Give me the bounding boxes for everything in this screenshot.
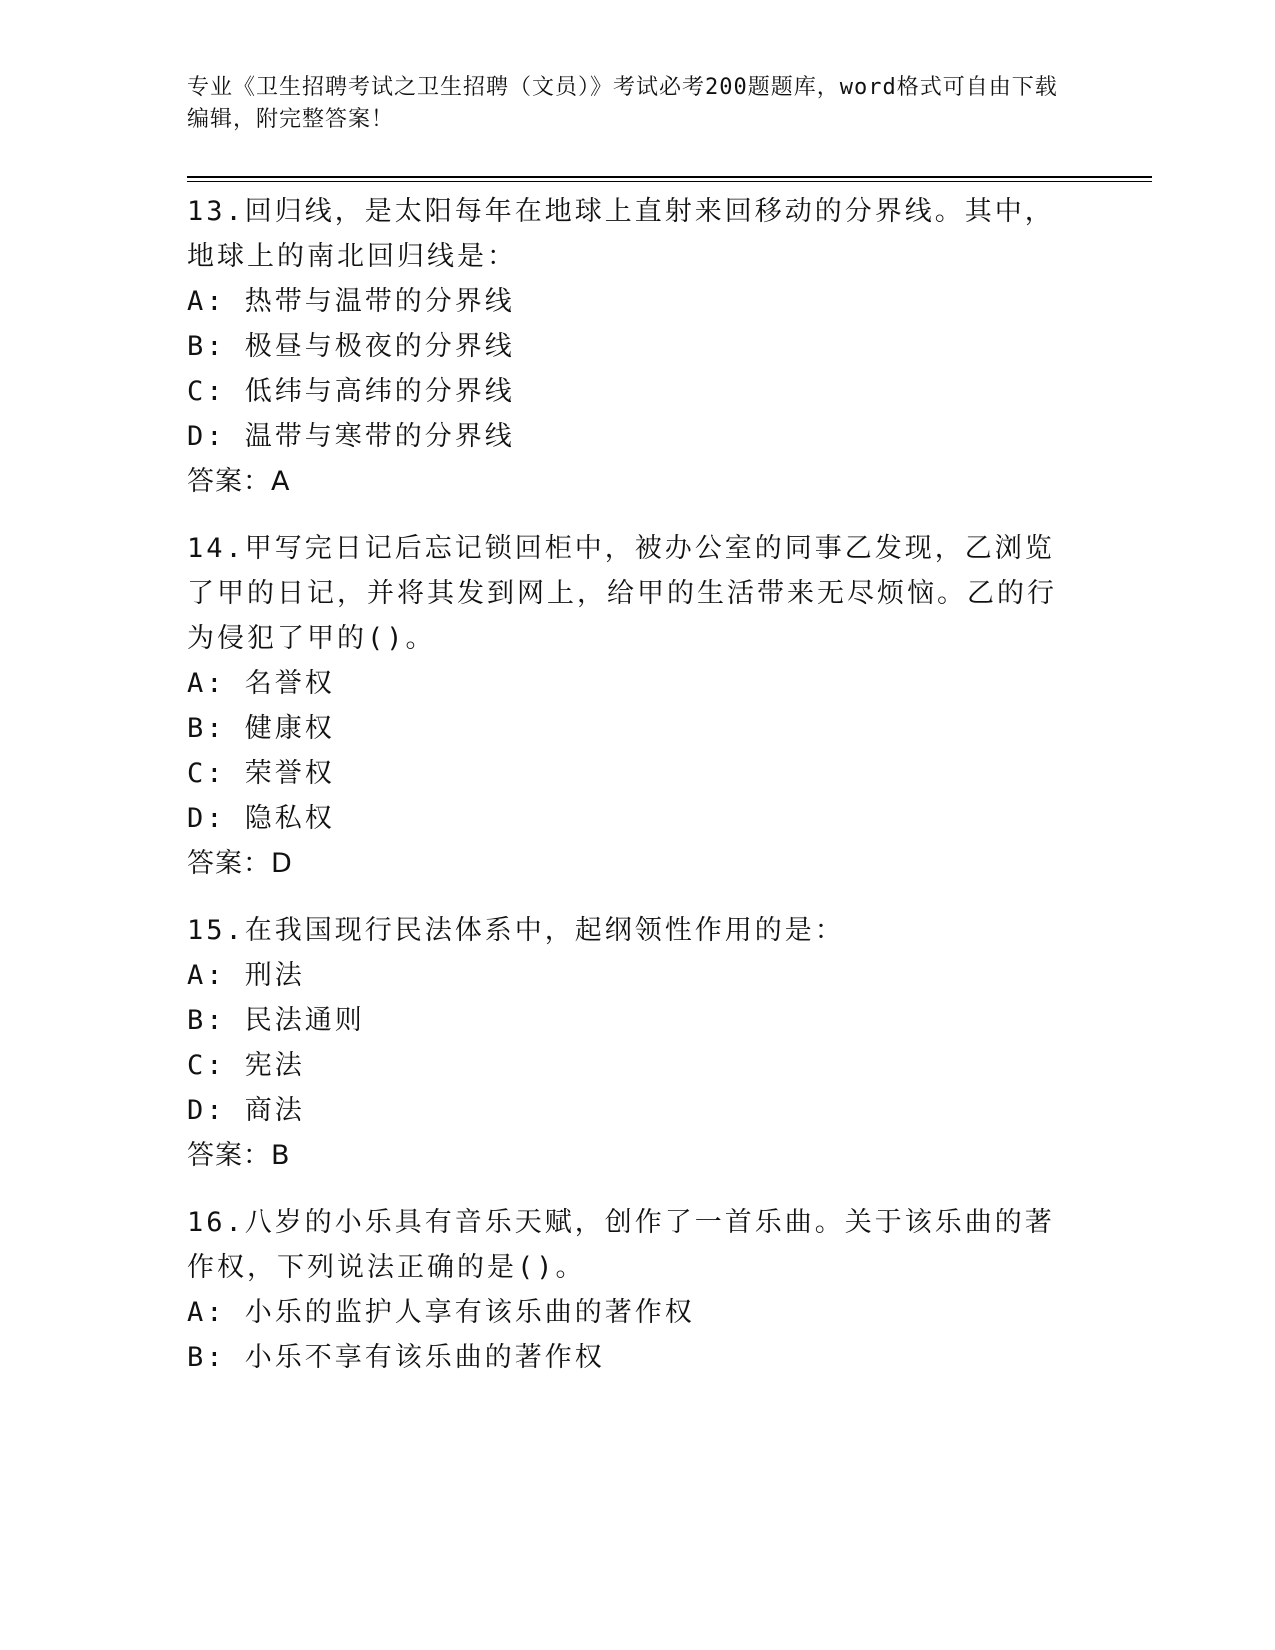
- option-b: B: 小乐不享有该乐曲的著作权: [187, 1342, 605, 1373]
- question-stem: 14.甲写完日记后忘记锁回柜中，被办公室的同事乙发现，乙浏览了甲的日记，并将其发到网上，给甲的生活带来无尽烦恼。乙的行为侵犯了甲的()。: [187, 533, 1057, 654]
- option-c: C: 荣誉权: [187, 758, 335, 789]
- option-a: A: 小乐的监护人享有该乐曲的著作权: [187, 1297, 695, 1328]
- question-16: [187, 1200, 1087, 1380]
- option-d: D: 温带与寒带的分界线: [187, 421, 515, 452]
- answer-line: 答案：D: [187, 848, 293, 879]
- option-c: C: 低纬与高纬的分界线: [187, 376, 515, 407]
- option-b: B: 民法通则: [187, 1005, 365, 1036]
- question-13: [187, 189, 1087, 504]
- option-c: C: 宪法: [187, 1050, 305, 1081]
- option-d: D: 商法: [187, 1095, 305, 1126]
- header-divider-thin: [187, 181, 1152, 182]
- header-divider-thick: [187, 176, 1152, 178]
- option-a: A: 热带与温带的分界线: [187, 286, 515, 317]
- question-14: [187, 526, 1087, 886]
- option-d: D: 隐私权: [187, 803, 335, 834]
- option-a: A: 刑法: [187, 960, 305, 991]
- question-list: [187, 189, 1087, 1402]
- question-stem: 15.在我国现行民法体系中，起纲领性作用的是：: [187, 915, 845, 946]
- document-header: 专业《卫生招聘考试之卫生招聘（文员）》考试必考200题题库，word格式可自由下载编辑，附完整答案！: [187, 75, 1058, 132]
- option-b: B: 极昼与极夜的分界线: [187, 331, 515, 362]
- answer-line: 答案：B: [187, 1140, 291, 1171]
- question-stem: 16.八岁的小乐具有音乐天赋，创作了一首乐曲。关于该乐曲的著作权，下列说法正确的是()。: [187, 1207, 1055, 1283]
- question-15: [187, 908, 1087, 1178]
- option-b: B: 健康权: [187, 713, 335, 744]
- answer-line: 答案：A: [187, 466, 291, 497]
- question-stem: 13.回归线，是太阳每年在地球上直射来回移动的分界线。其中，地球上的南北回归线是：: [187, 196, 1055, 272]
- option-a: A: 名誉权: [187, 668, 335, 699]
